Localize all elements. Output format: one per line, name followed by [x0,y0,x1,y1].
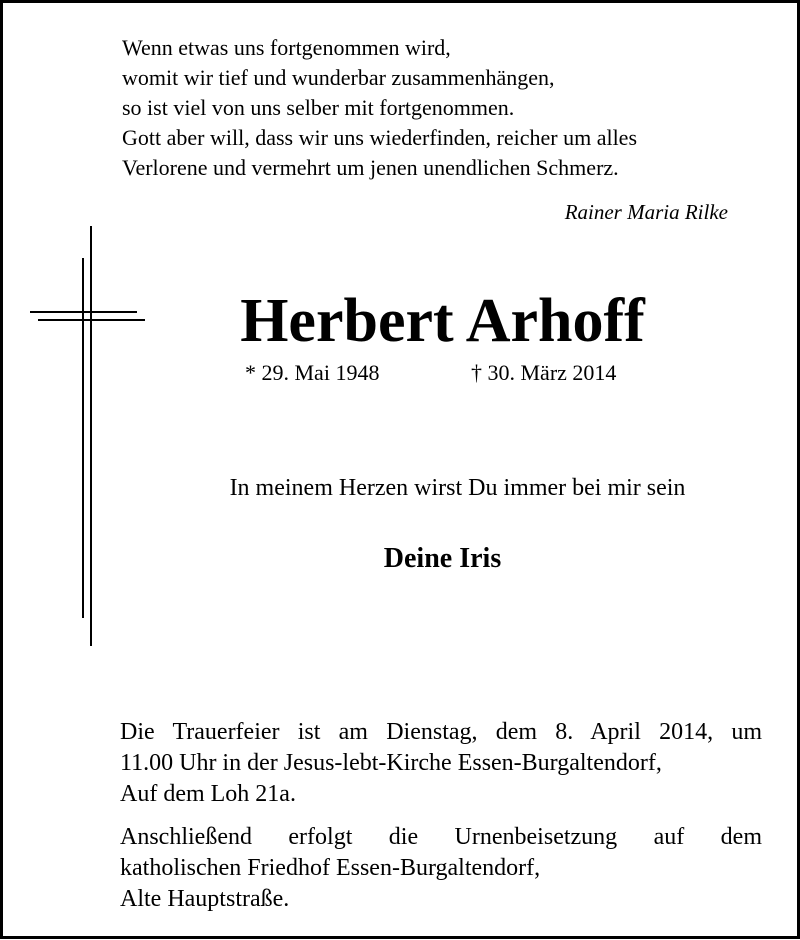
poem-quote [122,33,637,183]
service-line: Alte Hauptstraße. [120,886,290,912]
poem-line: Wenn etwas uns fortgenommen wird, [122,35,451,60]
service-line: Anschließend erfolgt die Urnenbeisetzung auf dem [120,824,762,850]
urn-burial-info [120,822,762,915]
deceased-name: Herbert Arhoff [240,287,645,355]
poem-line: Gott aber will, dass wir uns wiederfinden, reicher um alles [122,125,638,150]
signature: Deine Iris [383,543,502,574]
sentiment-line: In meinem Herzen wirst Du immer bei mir sein [229,475,686,501]
service-line: Auf dem Loh 21a. [120,781,296,807]
poem-author: Rainer Maria Rilke [564,200,728,224]
service-line: Die Trauerfeier ist am Dienstag, dem 8. April 2014, um [120,719,762,745]
death-date: † 30. März 2014 [471,360,617,385]
service-line: 11.00 Uhr in der Jesus-lebt-Kirche Essen-Burgaltendorf, [120,750,662,776]
service-line: katholischen Friedhof Essen-Burgaltendorf, [120,855,541,881]
birth-date: * 29. Mai 1948 [245,360,380,385]
funeral-service-info [120,717,762,810]
poem-line: womit wir tief und wunderbar zusammenhängen, [122,65,555,90]
poem-line: so ist viel von uns selber mit fortgenommen. [122,95,515,120]
poem-line: Verlorene und vermehrt um jenen unendlichen Schmerz. [122,155,619,180]
